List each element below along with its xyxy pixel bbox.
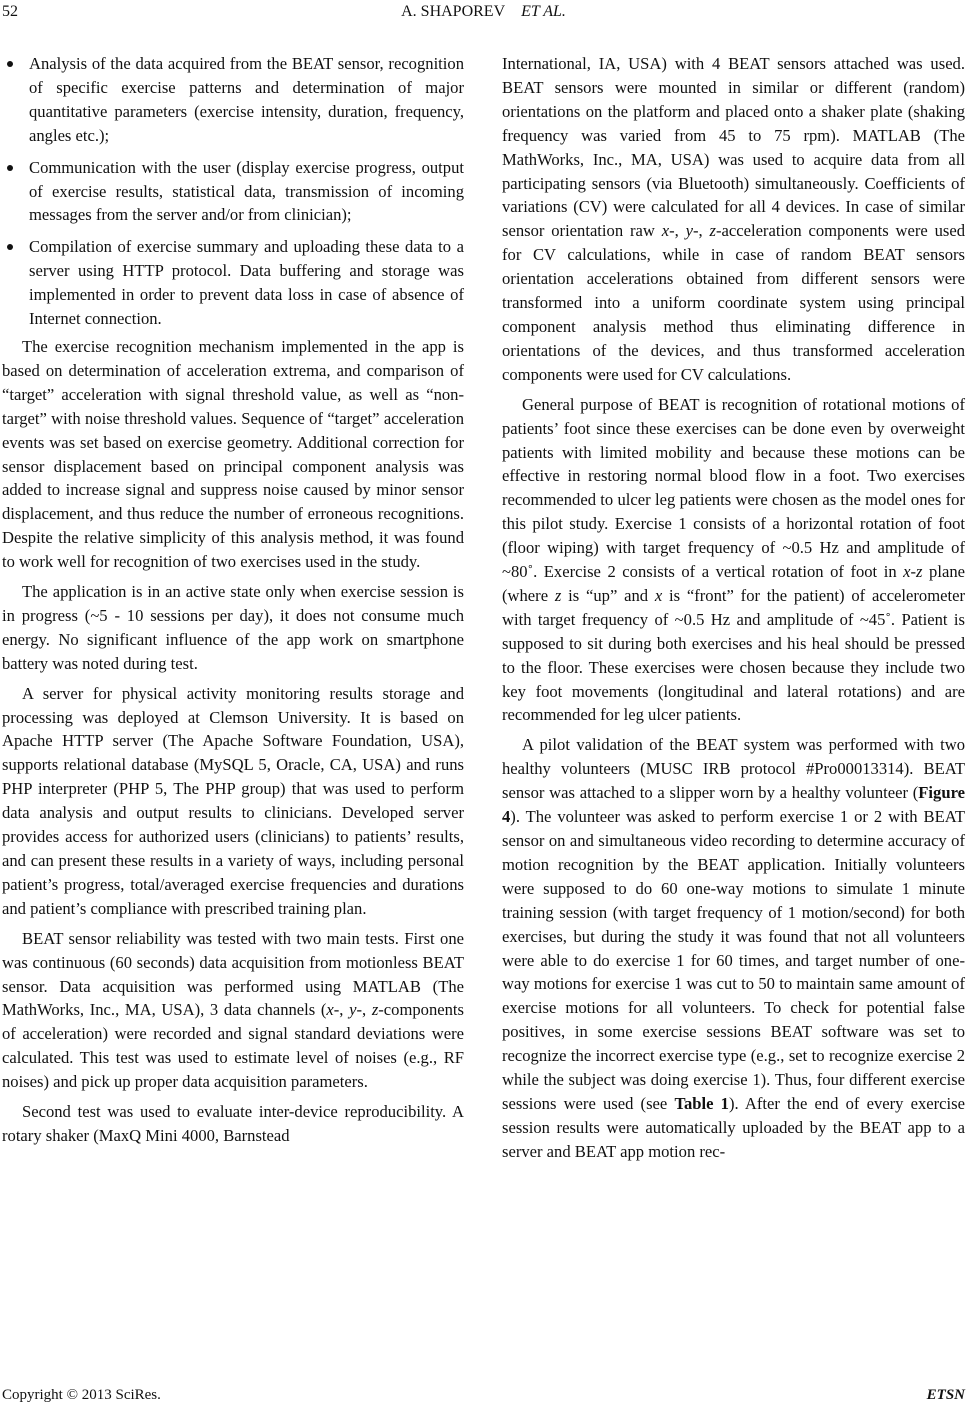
paragraph-server: A server for physical activity monitoring results storage and processing was deployed at Clemson University. It is based on Apache HTTP server (The Apache Software Foundation, USA), supports relational database (MySQL 5, Oracle, CA, USA) and runs PHP interpreter (PHP 5, The PHP group) that was used to perform data analysis and output results to clinicians. Developed server provides access for authorized users (clinicians) to patients’ results, and can present these results in a variety of ways, including personal patient’s progress, total/averaged exercise frequencies and durations and patient’s compliance with prescribed training plan.	[2, 683, 464, 918]
paragraph-shaker: International, IA, USA) with 4 BEAT sensors attached was used. BEAT sensors were mounted in similar or different (random) orientations on the platform and placed onto a shaker plate (shaking frequency was varied from 45 to 75 rpm). MATLAB (The MathWorks, Inc., MA, USA) was used to acquire data from all participating sensors (via Bluetooth) simultaneously. Coefficients of variations (CV) were calculated for all 4 devices. In case of similar sensor orientation raw x-, y-, z-acceleration components were used for CV calculations, while in case of random BEAT sensors orientation accelerations obtained from different sensors were transformed into a uniform coordinate system using principal component analysis method thus eliminating difference in orientations of the devices, and thus transformed acceleration components were used for CV calculations.	[502, 54, 966, 384]
running-head	[0, 3, 967, 21]
bullet-icon	[7, 244, 13, 250]
running-head-et-al: ET AL.	[521, 3, 566, 20]
page-number: 52	[2, 3, 18, 20]
bullet-item	[2, 156, 464, 228]
bullet-item	[2, 52, 464, 148]
paragraph-recognition: The exercise recognition mechanism implemented in the app is based on determination of acceleration extrema, and comparison of “target” acceleration with signal threshold value, as well as “non-target” with noise threshold values. Sequence of “target” acceleration events was set based on exercise geometry. Additional correction for sensor displacement based on principal component analysis was added to increase signal and suppress noise caused by minor sensor displacement, and thus reduce the number of erroneous recognitions. Despite the relative simplicity of this analysis method, it was found to work well for recognition of two exercises used in the study.	[2, 336, 464, 572]
paragraph-reliability: BEAT sensor reliability was tested with two main tests. First one was continuous (60 seconds) data acquisition from motionless BEAT sensor. Data acquisition was performed using MATLAB (The MathWorks, Inc., MA, USA), 3 data channels (x-, y-, z-components of acceleration) were recorded and signal standard deviations were calculated. This test was used to estimate level of noises (e.g., RF noises) and pick up proper data acquisition parameters.	[2, 928, 464, 1092]
copyright-notice: Copyright © 2013 SciRes.	[2, 1387, 161, 1403]
paragraph-energy: The application is in an active state only when exercise session is in progress (~5 - 10 sessions per day), it does not consume much energy. No significant influence of the app work on smartphone battery was noted during test.	[2, 582, 464, 673]
journal-abbreviation: ETSN	[926, 1387, 965, 1403]
page-footer	[0, 1387, 967, 1409]
bullet-text: Communication with the user (display exercise progress, output of exercise results, statistical data, transmission of incoming messages from the server and/or from clinician);	[29, 157, 464, 225]
bullet-text: Analysis of the data acquired from the BEAT sensor, recognition of specific exercise patterns and determination of major quantitative parameters (exercise intensity, duration, frequency, angles etc.);	[29, 54, 464, 145]
left-column	[2, 52, 464, 1148]
paragraph-pilot-validation: A pilot validation of the BEAT system was performed with two healthy volunteers (MUSC IRB protocol #Pro00013314). BEAT sensor was attached to a slipper worn by a healthy volunteer (Figure 4). The volunteer was asked to perform exercise 1 or 2 with BEAT sensor on and simultaneous video recording to determine accuracy of motion recognition by the BEAT application. Initially volunteers were supposed to do 60 one-way motions to simulate 1 minute training session (with target frequency of 1 motion/second) for both exercises, but during the study it was found that not all volunteers were able to do exercise 1 for 60 times, and target number of one-way motions for exercise 1 was cut to 50 to maintain same amount of exercise motions for all volunteers. To check for potential false positives, in some exercise sessions BEAT software was set to recognize the incorrect exercise type (e.g., set to recognize exercise 2 while the subject was doing exercise 1). Thus, four different exercise sessions were used (see Table 1). After the end of every exercise session results were automatically uploaded by the BEAT app to a server and BEAT app motion rec-	[502, 735, 965, 1161]
paragraph-second-test: Second test was used to evaluate inter-device reproducibility. A rotary shaker (MaxQ Mini 4000, Barnstead	[2, 1102, 464, 1145]
table-1-reference: Table 1	[674, 1093, 729, 1113]
bullet-text: Compilation of exercise summary and uploading these data to a server using HTTP protocol. Data buffering and storage was implemented in order to prevent data loss in case of absence of Internet connection.	[29, 237, 464, 329]
page-header	[0, 0, 967, 30]
bullet-icon	[7, 165, 13, 171]
right-column	[502, 52, 965, 1164]
figure-4-reference: Figure 4	[502, 783, 965, 827]
bullet-list	[2, 52, 464, 331]
paragraph-purpose: General purpose of BEAT is recognition of rotational motions of patients’ foot since these exercises can be done even by overweight patients with limited mobility and because these motions can be effective in restoring normal blood flow in a foot. Two exercises recommended to ulcer leg patients were chosen as the model ones for this pilot study. Exercise 1 consists of a horizontal rotation of foot (floor wiping) with target frequency of ~0.5 Hz and amplitude of ~80˚. Exercise 2 consists of a vertical rotation of foot in x-z plane (where z is “up” and x is “front” for the patient) of accelerometer with target frequency of ~0.5 Hz and amplitude of ~45˚. Patient is supposed to sit during both exercises and his heal should be pressed to the floor. These exercises were chosen because they include two key foot movements (longitudinal and lateral rotations) and are recommended for leg ulcer patients.	[502, 394, 965, 725]
bullet-icon	[7, 61, 13, 67]
bullet-item	[2, 235, 464, 331]
running-head-authors: A. SHAPOREV	[401, 3, 506, 20]
